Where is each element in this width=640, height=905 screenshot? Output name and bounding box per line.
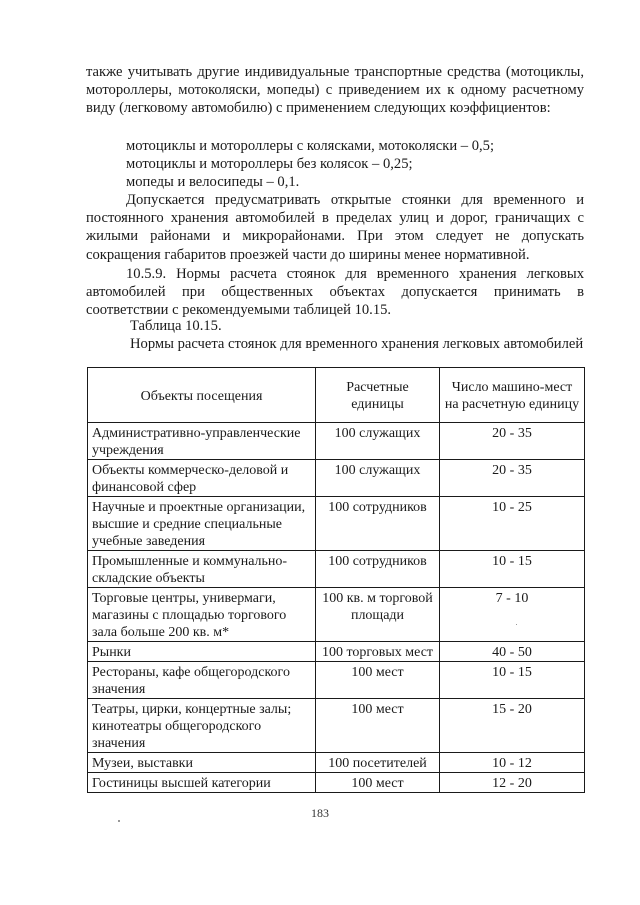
cell-unit: 100 мест — [316, 773, 440, 793]
cell-object: Театры, цирки, концертные залы; кинотеатры общегородского значения — [88, 699, 316, 753]
intro-paragraph: также учитывать другие индивидуальные транспортные средства (мотоциклы, мотороллеры, мотоколяски, мопеды) с приведением их к одному расчетному виду (легковому автомобилю) с применением следующих коэффициентов: — [86, 64, 584, 117]
cell-unit: 100 мест — [316, 662, 440, 699]
header-objects: Объекты посещения — [88, 368, 316, 423]
cell-object: Административно-управленческие учреждения — [88, 423, 316, 460]
table-header-row — [88, 368, 585, 423]
table-row — [88, 497, 585, 551]
cell-unit: 100 торговых мест — [316, 642, 440, 662]
table-label: Таблица 10.15. — [130, 318, 222, 334]
cell-object: Музеи, выставки — [88, 753, 316, 773]
parking-norms-table — [87, 367, 585, 793]
cell-spaces: 15 - 20 — [440, 699, 585, 753]
cell-object: Рынки — [88, 642, 316, 662]
scan-speck — [118, 820, 120, 822]
header-spaces: Число машино-мест на расчетную единицу — [440, 368, 585, 423]
table-row — [88, 588, 585, 642]
cell-object: Объекты коммерческо-деловой и финансовой сфер — [88, 460, 316, 497]
cell-spaces: 10 - 25 — [440, 497, 585, 551]
cell-spaces: 10 - 15 — [440, 551, 585, 588]
cell-object: Гостиницы высшей категории — [88, 773, 316, 793]
cell-unit: 100 мест — [316, 699, 440, 753]
cell-spaces: 10 - 12 — [440, 753, 585, 773]
cell-spaces: 12 - 20 — [440, 773, 585, 793]
cell-spaces: 20 - 35 — [440, 460, 585, 497]
table-caption: Нормы расчета стоянок для временного хранения легковых автомобилей — [130, 336, 584, 352]
page-number: 183 — [311, 806, 329, 820]
cell-unit: 100 служащих — [316, 460, 440, 497]
coefficient-line: мотоциклы и мотороллеры с колясками, мотоколяски – 0,5; — [126, 138, 495, 154]
cell-unit: 100 сотрудников — [316, 497, 440, 551]
table-row — [88, 662, 585, 699]
cell-object: Научные и проектные организации, высшие и средние специальные учебные заведения — [88, 497, 316, 551]
section-10-5-9-paragraph: 10.5.9. Нормы расчета стоянок для временного хранения легковых автомобилей при общественных объектах допускается принимать в соответствии с рекомендуемыми таблицей 10.15. — [86, 266, 584, 319]
cell-object: Торговые центры, универмаги, магазины с площадью торгового зала больше 200 кв. м* — [88, 588, 316, 642]
table-row — [88, 551, 585, 588]
open-parking-paragraph: Допускается предусматривать открытые стоянки для временного и постоянного хранения автомобилей в пределах улиц и дорог, граничащих с жилыми районами и микрорайонами. При этом следует не допускать сокращения габаритов проезжей части до ширины менее нормативной. — [86, 192, 584, 263]
table-row — [88, 423, 585, 460]
cell-object: Промышленные и коммунально-складские объекты — [88, 551, 316, 588]
table-row — [88, 773, 585, 793]
header-units: Расчетные единицы — [316, 368, 440, 423]
coefficient-line: мопеды и велосипеды – 0,1. — [126, 174, 300, 190]
cell-unit: 100 посетителей — [316, 753, 440, 773]
coefficient-line: мотоциклы и мотороллеры без колясок – 0,25; — [126, 156, 413, 172]
cell-spaces: 7 - 10 — [440, 588, 585, 642]
table-row — [88, 699, 585, 753]
cell-spaces: 20 - 35 — [440, 423, 585, 460]
cell-spaces: 10 - 15 — [440, 662, 585, 699]
cell-spaces: 40 - 50 — [440, 642, 585, 662]
cell-unit: 100 сотрудников — [316, 551, 440, 588]
table-row — [88, 753, 585, 773]
scan-speck — [516, 624, 517, 625]
cell-object: Рестораны, кафе общегородского значения — [88, 662, 316, 699]
cell-unit: 100 служащих — [316, 423, 440, 460]
table-row — [88, 642, 585, 662]
table-row — [88, 460, 585, 497]
cell-unit: 100 кв. м торговой площади — [316, 588, 440, 642]
